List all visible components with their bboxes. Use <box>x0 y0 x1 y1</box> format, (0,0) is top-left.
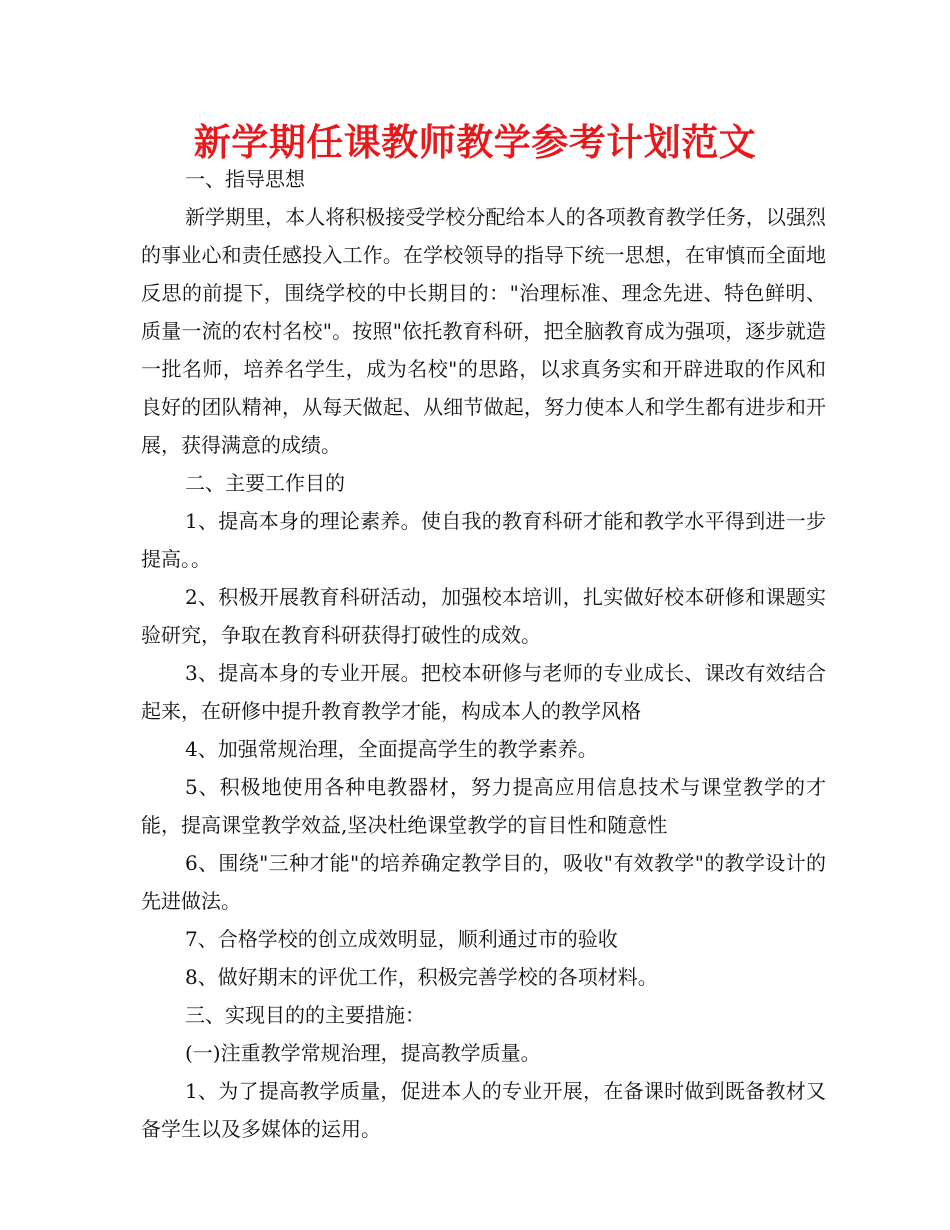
paragraph: 7、合格学校的创立成效明显，顺利通过市的验收 <box>185 927 618 951</box>
section-heading: 一、指导思想 <box>185 167 305 191</box>
paragraph: 1、为了提高教学质量，促进本人的专业开展，在备课时做到既备教材又备学生以及多媒体的运用。 <box>141 1079 826 1141</box>
paragraph: 2、积极开展教育科研活动，加强校本培训，扎实做好校本研修和课题实验研究，争取在教育科研获得打破性的成效。 <box>141 585 826 647</box>
paragraph: 新学期里，本人将积极接受学校分配给本人的各项教育教学任务，以强烈的事业心和责任感投入工作。在学校领导的指导下统一思想，在审慎而全面地反思的前提下，围绕学校的中长期目的："治理标准、理念先进、特色鲜明、质量一流的农村名校"。按照"依托教育科研，把全脑教育成为强项，逐步就造一批名师，培养名学生，成为名校"的思路，以求真务实和开辟进取的作风和良好的团队精神，从每天做起、从细节做起，努力使本人和学生都有进步和开展，获得满意的成绩。 <box>141 205 826 457</box>
document-title: 新学期任课教师教学参考计划范文 <box>193 121 757 164</box>
paragraph: 5、积极地使用各种电教器材，努力提高应用信息技术与课堂教学的才能，提高课堂教学效益,坚决杜绝课堂教学的盲目性和随意性 <box>141 775 826 837</box>
paragraph: 1、提高本身的理论素养。使自我的教育科研才能和教学水平得到进一步提高。。 <box>141 509 826 571</box>
paragraph: 6、围绕"三种才能"的培养确定教学目的，吸收"有效教学"的教学设计的先进做法。 <box>141 851 826 913</box>
paragraph: 3、提高本身的专业开展。把校本研修与老师的专业成长、课改有效结合起来，在研修中提升教育教学才能，构成本人的教学风格 <box>141 661 826 723</box>
section-heading: 二、主要工作目的 <box>185 471 345 495</box>
document-body <box>141 160 826 1148</box>
paragraph: 4、加强常规治理，全面提高学生的教学素养。 <box>185 737 598 761</box>
paragraph: 8、做好期末的评优工作，积极完善学校的各项材料。 <box>185 965 658 989</box>
paragraph: (一)注重教学常规治理，提高教学质量。 <box>185 1041 541 1065</box>
section-heading: 三、实现目的的主要措施： <box>185 1003 425 1027</box>
